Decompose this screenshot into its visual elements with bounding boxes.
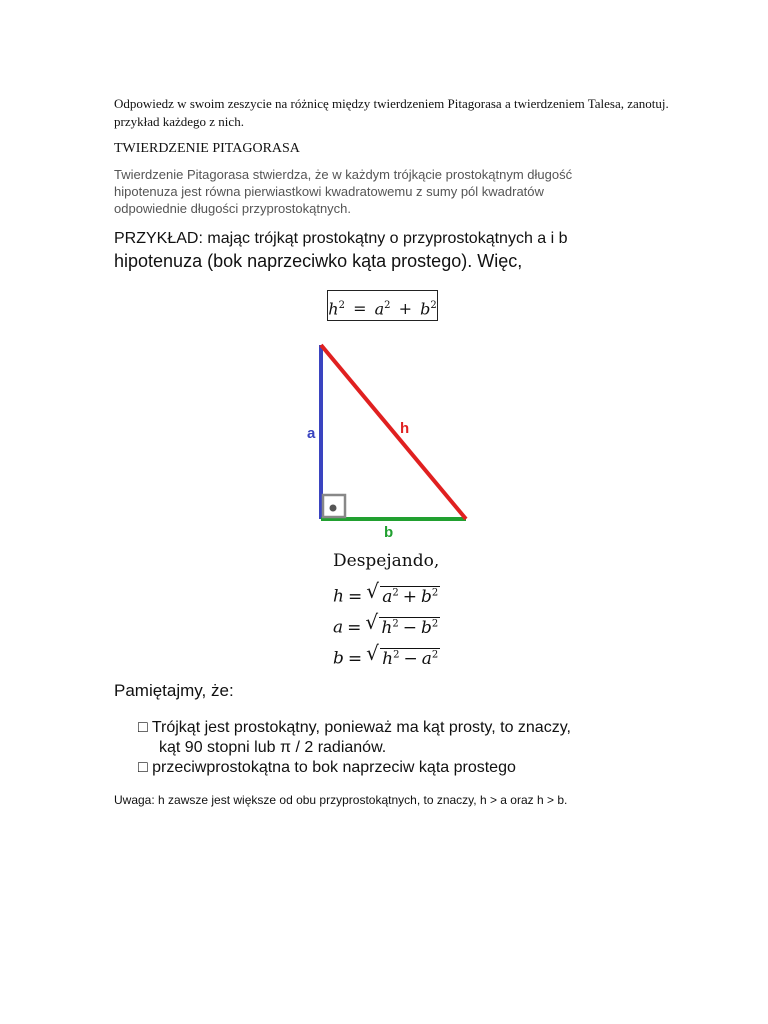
note-text: Uwaga: h zawsze jest większe od obu przyprostokątnych, to znaczy, h > a oraz h > b. (114, 793, 568, 807)
eq-b-t2: a (421, 648, 432, 669)
formula-equals: = (353, 299, 367, 319)
bullet-item-2 (138, 758, 516, 778)
instruction-text: Odpowiedz w swoim zeszycie na różnicę między twierdzeniem Pitagorasa a twierdzeniem Talesa, zanotuj. przykład każdego z nich. (114, 96, 669, 129)
formula-h: h (328, 299, 339, 319)
label-a: a (307, 425, 316, 442)
hypotenuse-h (321, 345, 466, 519)
equation-a: a =√ $h^2 - b^2$ (333, 609, 440, 639)
bullet-box-icon: □ (138, 719, 148, 736)
bullet-item-1 (138, 718, 571, 738)
bullet-1-line-1: Trójkąt jest prostokątny, ponieważ ma kąt prosty, to znaczy, (151, 719, 571, 736)
eq-a-t2: b (420, 617, 432, 638)
formula-b: b (420, 299, 431, 319)
eq-a-op: − (402, 617, 417, 638)
equation-h: h =√ $a^2 + b^2$ (333, 578, 440, 608)
formula-a: a (374, 299, 385, 319)
equation-b: b =√ $h^2 - a^2$ (333, 640, 440, 670)
right-angle-dot (330, 505, 337, 512)
example-line-2: hipotenuza (bok naprzeciwko kąta prostego). Więc, (114, 251, 523, 271)
formula-plus: + (398, 299, 412, 319)
eq-b-t1: h (382, 648, 394, 669)
bullet-2-line-1: przeciwprostokątna to bok naprzeciw kąta prostego (152, 759, 516, 776)
formula-exp-a: 2 (384, 300, 391, 311)
bullet-box-icon: □ (138, 759, 148, 776)
bullet-1-line-2: kąt 90 stopni lub π / 2 radianów. (159, 739, 387, 756)
formula-exp-h: 2 (338, 300, 345, 311)
section-heading: TWIERDZENIE PITAGORASA (114, 141, 300, 156)
despejando-label: Despejando, (333, 551, 440, 571)
eq-h-t2: b (420, 586, 432, 607)
remember-title: Pamiętajmy, że: (114, 681, 234, 700)
example-line-1: PRZYKŁAD: mając trójkąt prostokątny o przyprostokątnych a i b (114, 230, 568, 247)
eq-a-t1: h (381, 617, 393, 638)
label-b: b (384, 524, 394, 541)
eq-h-lhs: h (333, 586, 344, 607)
pythagorean-formula (327, 290, 438, 321)
eq-h-op: + (402, 586, 417, 607)
label-h: h (400, 420, 410, 437)
right-triangle-diagram (300, 335, 480, 550)
theorem-description: Twierdzenie Pitagorasa stwierdza, że w każdym trójkącie prostokątnym długość hipotenuza jest równa pierwiastkowi kwadratowemu z sumy pól kwadratów odpowiednie długości przyprostokątnych. (114, 167, 573, 216)
eq-h-t1: a (382, 586, 393, 607)
eq-b-op: − (403, 648, 418, 669)
eq-a-lhs: a (333, 617, 344, 638)
eq-b-lhs: b (333, 648, 344, 669)
formula-exp-b: 2 (430, 300, 437, 311)
